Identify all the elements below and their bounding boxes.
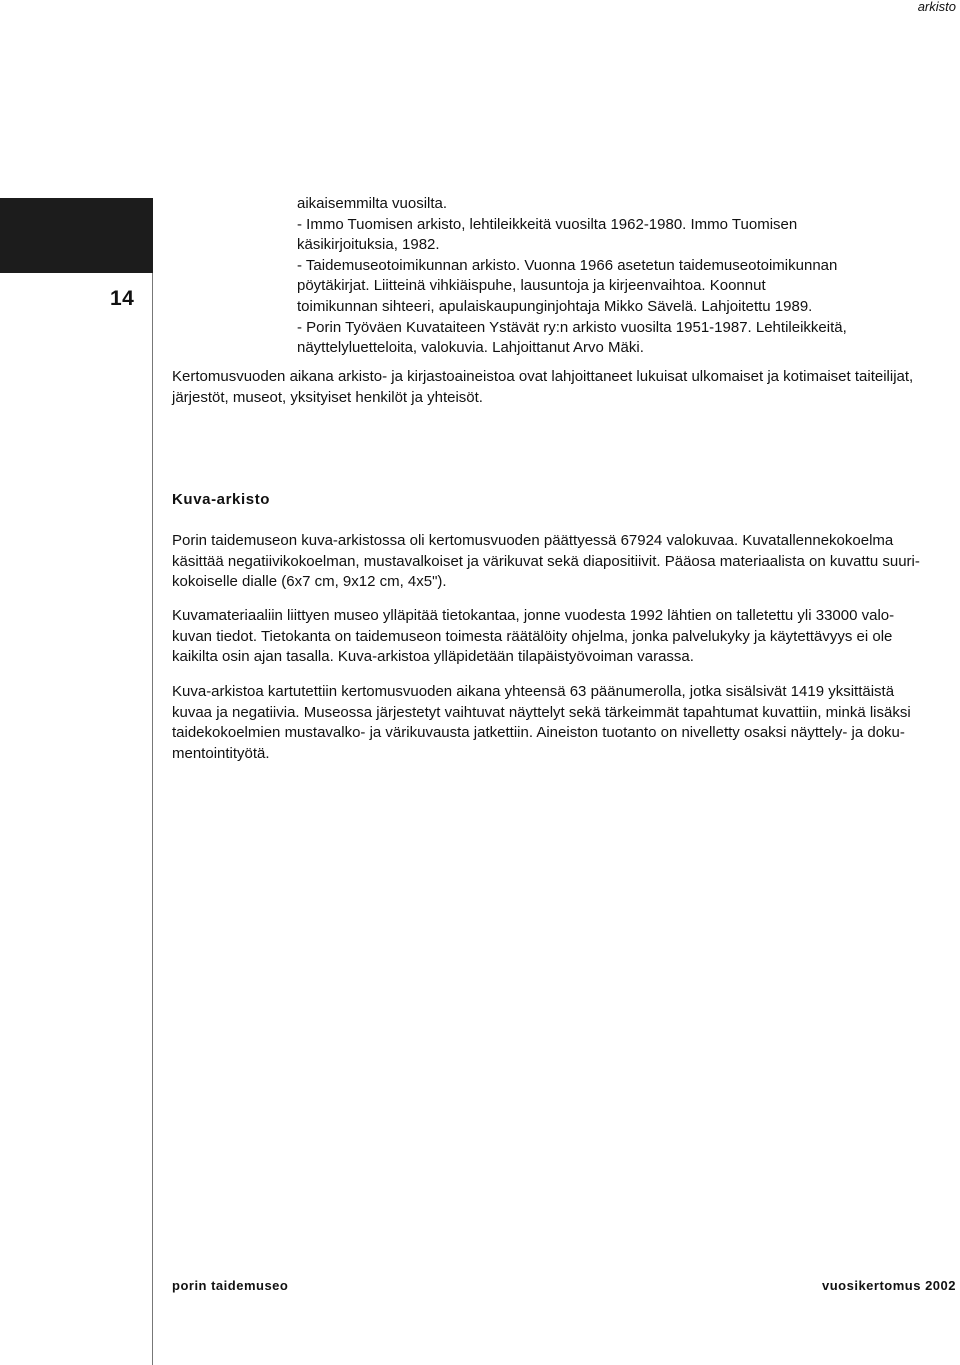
section-heading-kuva-arkisto: Kuva-arkisto — [172, 491, 271, 508]
donations-paragraph — [172, 367, 950, 408]
archive-list-line: aikaisemmilta vuosilta. — [297, 195, 448, 212]
archive-list-line: - Taidemuseotoimikunnan arkisto. Vuonna 1966 asetetun taidemuseotoimikunnan — [297, 256, 838, 274]
archive-list-line: pöytäkirjat. Liitteinä vihkiäispuhe, lausuntoja ja kirjeenvaihtoa. Koonnut — [297, 277, 766, 295]
kuva-arkisto-intro-paragraph — [172, 531, 948, 593]
kuva-arkisto-database-paragraph — [172, 606, 948, 668]
kuva-arkisto-photography-paragraph — [172, 682, 948, 764]
page-number: 14 — [110, 287, 135, 310]
archive-list-line: toimikunnan sihteeri, apulaiskaupunginjohtaja Mikko Sävelä. Lahjoitettu 1989. — [297, 297, 813, 315]
footer-publisher: porin taidemuseo — [172, 1278, 289, 1293]
paragraph-line: kokoiselle dialle (6x7 cm, 9x12 cm, 4x5"). — [172, 573, 447, 591]
running-head: arkisto — [917, 0, 956, 14]
paragraph-line: käsittää negatiivikokoelman, mustavalkoiset ja värikuvat sekä diapositiivit. Pääosa materiaalista on kuvattu suuri- — [172, 552, 920, 570]
archive-list — [297, 194, 897, 359]
paragraph-line: kuvan tiedot. Tietokanta on taidemuseon toimesta räätälöity ohjelma, jonka palvelukyky ja käytettävyys ei ole — [172, 627, 893, 645]
page-tab-block — [0, 198, 153, 273]
paragraph-line: Kertomusvuoden aikana arkisto- ja kirjastoaineistoa ovat lahjoittaneet lukuisat ulkomaiset ja kotimaiset taiteilijat, — [172, 368, 914, 385]
paragraph-line: Kuvamateriaaliin liittyen museo ylläpitää tietokantaa, jonne vuodesta 1992 lähtien on talletettu yli 33000 valo- — [172, 607, 895, 624]
paragraph-line: Porin taidemuseon kuva-arkistossa oli kertomusvuoden päättyessä 67924 valokuvaa. Kuvatallennekokoelma — [172, 532, 894, 549]
paragraph-line: Kuva-arkistoa kartutettiin kertomusvuoden aikana yhteensä 63 päänumerolla, jotka sisälsivät 1419 yksittäistä — [172, 683, 895, 700]
footer-publication: vuosikertomus 2002 — [821, 1278, 956, 1293]
paragraph-line: järjestöt, museot, yksityiset henkilöt ja yhteisöt. — [172, 388, 483, 406]
paragraph-line: mentointityötä. — [172, 744, 270, 762]
paragraph-line: kuvaa ja negatiivia. Museossa järjestetyt vaihtuvat näyttelyt sekä tärkeimmät tapahtumat kuvattiin, minkä lisäksi — [172, 703, 911, 721]
archive-list-line: - Immo Tuomisen arkisto, lehtileikkeitä vuosilta 1962-1980. Immo Tuomisen — [297, 215, 798, 233]
archive-list-line: käsikirjoituksia, 1982. — [297, 236, 440, 254]
archive-list-line: - Porin Työväen Kuvataiteen Ystävät ry:n arkisto vuosilta 1951-1987. Lehtileikkeitä, — [297, 318, 847, 336]
paragraph-line: taidekokoelmien mustavalko- ja värikuvausta jatkettiin. Aineiston tuotanto on nivelletty osaksi näyttely- ja doku- — [172, 724, 905, 742]
margin-rule — [152, 273, 153, 1365]
paragraph-line: kaikilta osin ajan tasalla. Kuva-arkistoa ylläpidetään tilapäistyövoiman varassa. — [172, 648, 694, 666]
archive-list-line: näyttelyluetteloita, valokuvia. Lahjoittanut Arvo Mäki. — [297, 339, 644, 357]
